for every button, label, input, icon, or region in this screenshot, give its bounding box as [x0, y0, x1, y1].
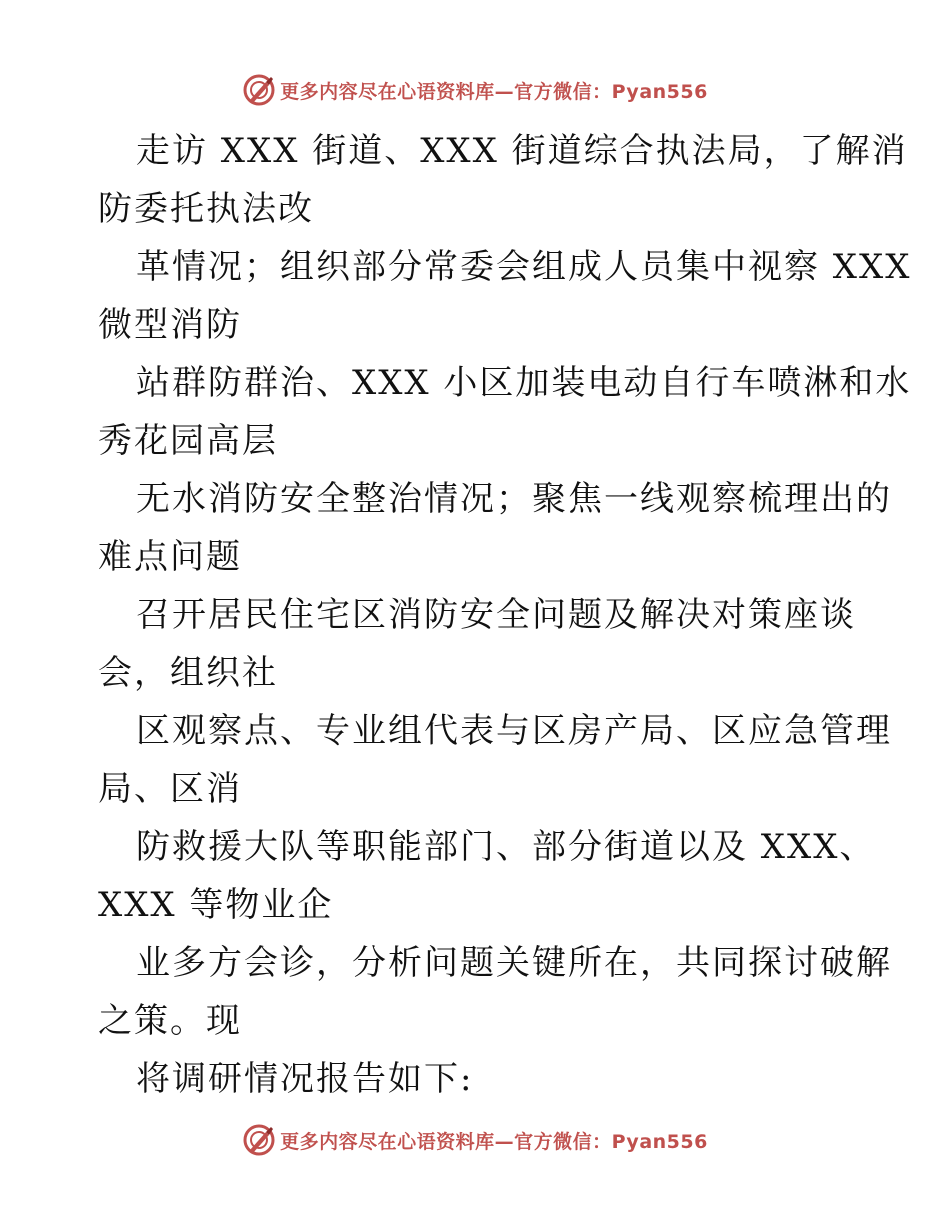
- paragraph-observers: [98, 702, 892, 818]
- text-line: 之策。现: [98, 1001, 242, 1041]
- watermark-text: 更多内容尽在心语资料库—官方微信：Pyan556: [280, 1130, 708, 1153]
- paragraph-consultation: [98, 934, 892, 1050]
- text-line: 微型消防: [98, 305, 242, 345]
- text-line: 无水消防安全整治情况；聚焦一线观察梳理出的: [136, 479, 892, 519]
- text-line: XXX 等物业企: [98, 885, 334, 925]
- paragraph-inspection: [98, 238, 912, 354]
- text-line: 防委托执法改: [98, 189, 314, 229]
- paragraph-forum: [98, 586, 858, 702]
- text-line: 会，组织社: [98, 653, 278, 693]
- text-line: 区观察点、专业组代表与区房产局、区应急管理: [136, 711, 892, 751]
- paragraph-rectification: [98, 470, 892, 586]
- header-watermark: [0, 70, 950, 110]
- text-line: 走访 XXX 街道、XXX 街道综合执法局，了解消: [136, 131, 908, 171]
- text-line: 站群防群治、XXX 小区加装电动自行车喷淋和水: [136, 363, 912, 403]
- red-pen-seal-logo-icon: [242, 73, 276, 107]
- paragraph-report-intro: [98, 1050, 858, 1108]
- paragraph-visit: [98, 122, 908, 238]
- text-line: 难点问题: [98, 537, 242, 577]
- text-line: 秀花园高层: [98, 421, 278, 461]
- text-line: 业多方会诊，分析问题关键所在，共同探讨破解: [136, 943, 892, 983]
- text-line: 防救援大队等职能部门、部分街道以及 XXX、: [136, 827, 876, 867]
- paragraph-departments: [98, 818, 876, 934]
- paragraph-station: [98, 354, 912, 470]
- red-pen-seal-logo-icon: [242, 1123, 276, 1157]
- text-line: 革情况；组织部分常委会组成人员集中视察 XXX: [136, 247, 912, 287]
- watermark-text: 更多内容尽在心语资料库—官方微信：Pyan556: [280, 80, 708, 103]
- document-body: [98, 122, 912, 1108]
- footer-watermark: [0, 1120, 950, 1160]
- text-line: 将调研情况报告如下:: [136, 1059, 474, 1099]
- text-line: 局、区消: [98, 769, 242, 809]
- text-line: 召开居民住宅区消防安全问题及解决对策座谈: [136, 595, 856, 635]
